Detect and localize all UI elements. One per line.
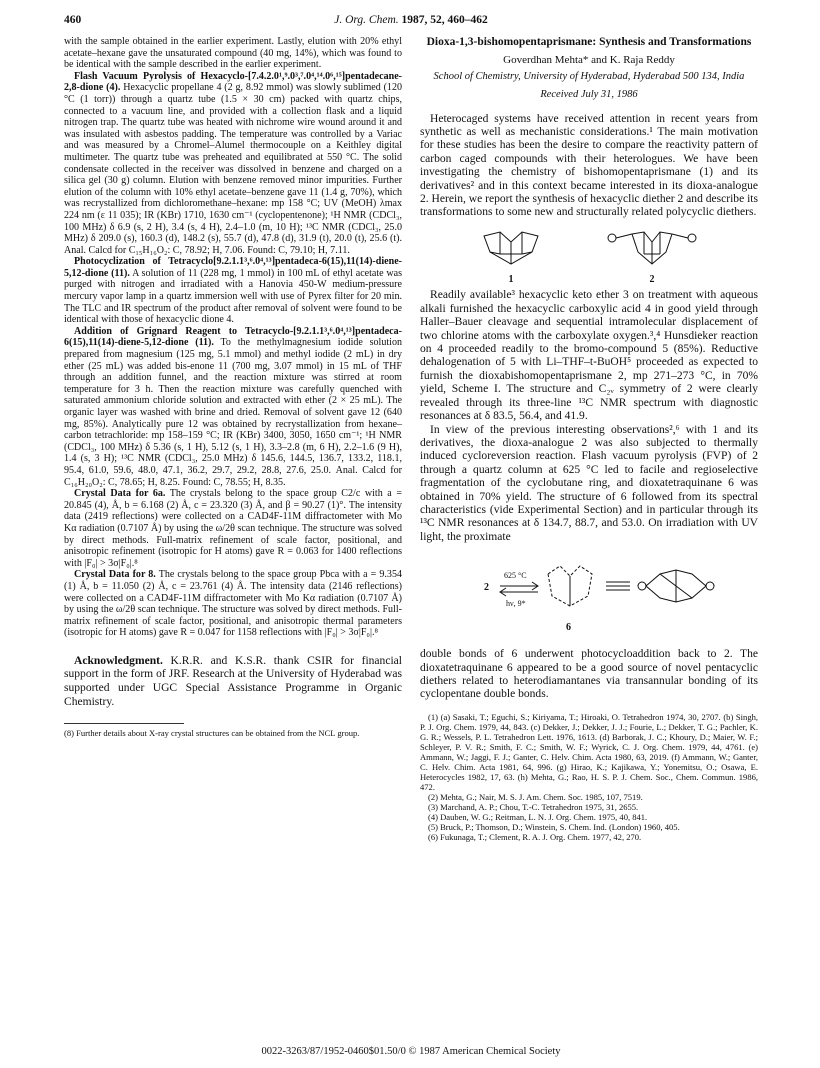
intro-paragraph: Heterocaged systems have received attention in recent years from synthetic as well as mechanistic considerations.¹ The main motivation for these studies has been the desire to compare the reactivity pattern of carbon caged compounds with their heterologues. We have been investigating the chemistry of bishomopentaprismane (1) and its derivatives² and in this context became interested in its dioxa-analogue 2. Herein, we report the synthesis of hexacyclic diether 2 and describe its transformations to some new and structurally related polycyclic diethers. [420,112,758,219]
acknowledgment-heading: Acknowledgment. [74,654,163,667]
photocyclization-paragraph [64,256,402,326]
right-column [420,36,758,842]
journal-citation [64,14,758,26]
photocycloaddition-paragraph: double bonds of 6 underwent photocycloaddition back to 2. The dioxatetraquinane 6 appeared to be a good source of novel pentacyclic diethers related to heterodiamantanes via transannular bonding of its cyclopentane double bonds. [420,648,758,701]
page-number: 460 [64,14,82,26]
affiliation: School of Chemistry, University of Hyderabad, Hyderabad 500 134, India [433,71,745,82]
section-heading: Flash Vacuum Pyrolysis of Hexacyclo-[7.4.2.0¹,⁹.0³,⁷.0⁴,¹⁴.0⁶,¹⁵]pentadecane-2,8-dione (4). [64,70,402,94]
reference-item: (2) Mehta, G.; Nair, M. S. J. Am. Chem. Soc. 1985, 107, 7519. [428,791,643,802]
journal-year-volume: 1987, 52, 460–462 [401,14,488,26]
structure-2 [604,228,700,286]
acknowledgment [64,655,402,709]
footnote: (8) Further details about X-ray crystal structures can be obtained from the NCL group. [64,728,360,739]
synthesis-paragraph: Readily available³ hexacyclic keto ether 3 on treatment with aqueous alkali furnished the hexacyclic carboxylic acid 4 in good yield through Haller–Bauer cleavage and sequential intramolecular displacement of two chlorine atoms with the carboxylate oxygen.³,⁴ Hunsdieker reaction on 4 proceeded readily to the bromo-compound 5 (85%). Reductive dehalogenation of 5 with Li–THF–t-BuOH⁵ proceeded as expected to furnish the dioxabishomopentaprismane 2, mp 271–273 °C, in 70% yield, Scheme I. The structure and C₂ᵥ symmetry of 2 were clearly revealed through its three-line ¹³C NMR spectrum with diagnostic resonances at δ 83.5, 56.4, and 41.9. [420,289,758,423]
scheme-drawing [420,552,758,642]
acknowledgment-body: K.R.R. and K.S.R. thank CSIR for financial support in the form of JRF. Research at the University of Hyderabad was supported under UGC Special Assistance Programme in Organic Chemistry. [64,654,402,708]
dioxa-cage-structure-drawing [604,228,700,274]
reference-item: (4) Dauben, W. G.; Reitman, L. N. J. Org. Chem. 1975, 40, 841. [428,811,648,822]
scheme-condition-bottom: hν, 9* [506,599,526,609]
reference-list [420,712,758,842]
page-footer: 0022-3263/87/1952-0460$01.50/0 © 1987 American Chemical Society [261,1046,561,1057]
grignard-paragraph [64,326,402,488]
article-authors: Goverdhan Mehta* and K. Raja Reddy [503,54,675,67]
section-heading: Photocyclization of Tetracyclo[9.2.1.1³,⁶.0⁴,¹³]pentadeca-6(15),11(14)-diene-5,12-dione (11). [64,256,402,279]
left-column [64,36,402,738]
reaction-scheme [420,552,758,642]
reference-item: (6) Fukunaga, T.; Clement, R. A. J. Org. Chem. 1977, 42, 270. [428,831,642,842]
structure-label: 2 [649,273,655,285]
section-heading: Crystal Data for 8. [74,569,156,581]
structures-1-2 [420,228,758,286]
reference-item: (5) Bruck, P.; Thomson, D.; Winstein, S. Chem. Ind. (London) 1960, 405. [428,821,680,832]
crystal-data-6a-paragraph [64,488,402,569]
structure-label: 1 [508,273,514,285]
structure-1 [478,228,544,286]
scheme-reactant-label: 2 [484,582,489,594]
section-body: The crystals belong to the space group C2/c with a = 20.845 (4), Å, b = 6.168 (2) Å, c = 23.320 (3) Å, and β = 90.27 (1)°. The intensity data (2419 reflections) were collected on a CAD4F-11M diffractometer with Mo Kα radiation (0.7107 Å) by using the ω/2θ scan technique. The structure was solved by direct methods. Full-matrix refinement of scale factor, positional, and anisotropic refinement (isotropic for H atoms) gave R = 0.063 for 1400 reflections with |F₀| > 3σ|F₀|.⁸ [64,488,402,569]
section-body: A solution of 11 (228 mg, 1 mmol) in 100 mL of ethyl acetate was purged with nitrogen and irradiated with a Hanovia 450-W medium-pressure mercury vapor lamp in a quartz immersion well with use of Pyrex filter for 20 min. The TLC and IR spectrum of the product after removal of solvent were found to be identical with those of hexacyclic dione 4. [64,267,403,326]
running-header [64,14,758,30]
reference-item: (1) (a) Sasaki, T.; Eguchi, S.; Kiriyama, T.; Hiroaki, O. Tetrahedron 1974, 30, 2707. (b) Singh, P. J. Org. Chem. 1979, 44, 843. (c) Dekker, J.; Dekker, J. J.; Fourie, L.; Dekker, T. G.; Pachler, K. G. R.; Wessels, P. L. Tetrahedron Lett. 1976, 1613. (d) Barborak, J. C.; Khoury, D.; Maier, W. F.; Schleyer, P. V. R.; Smith, F. C.; Smith, W. F.; Wyrick, C. J. Org. Chem. 1979, 44, 4761. (e) Ammann, W.; Jaggi, F. J.; Ganter, C. Helv. Chim. Acta 1980, 63, 2019. (f) Ammann, W.; Ganter, C. Helv. Chim. Acta 1981, 64, 996. (g) Hirao, K.; Kajikawa, Y.; Yonemitsu, O.; Osawa, E. Heterocycles 1982, 17, 63. (h) Mehta, G.; Rao, H. S. P. J. Chem. Soc., Chem. Commun. 1986, 472. [420,711,758,792]
fvp-discussion-paragraph: In view of the previous interesting observations²,⁶ with 1 and its derivatives, the dioxa-analogue 2 was also subjected to thermally induced cycloreversion reaction. Flash vacuum pyrolysis (FVP) of 2 through a quartz column at 625 °C led to facile and regioselective fragmentation of the cyclobutane ring, and dioxatetraquinane 6 was obtained in 70% yield. The structure of 6 followed from its spectral characteristics (vide Experimental Section) and in particular through its ¹³C NMR resonances at δ 134.7, 88.7, and 53.0. On irradiation with UV light, the proximate [420,423,758,543]
reference-item: (3) Marchand, A. P.; Chou, T.-C. Tetrahedron 1975, 31, 2655. [428,801,639,812]
section-body: To the methylmagnesium iodide solution prepared from magnesium (125 mg, 5.1 mmol) and methyl iodide (2 mL) in dry ether (25 mL) was added bis-enone 11 (700 mg, 3.07 mmol) in 15 mL of THF through an addition funnel, and the reaction mixture was stirred at room temperature for 3 h. Then the reaction mixture was carefully quenched with saturated ammonium chloride solution and extracted with ether (2 × 25 mL). The organic layer was washed with brine and dried. Removal of solvent gave 12 (640 mg, 85%). Analytically pure 12 was obtained by recrystallization from hexane–carbon tetrachloride: mp 158–159 °C; IR (KBr) 3400, 3050, 1650 cm⁻¹; ¹H NMR (CDCl₃, 100 MHz) δ 5.36 (s, 1 H), 5.12 (s, 1 H), 3.3–2.8 (m, 6 H), 2.2–1.6 (9 H), 1.4 (s, 3 H); ¹³C NMR (CDCl₃, 25.0 MHz) δ 145.6, 144.5, 136.7, 133.2, 118.1, 95.4, 61.0, 59.6, 48.0, 47.1, 36.2, 29.7, 29.2, 28.8, 27.6, 25.0. Anal. Calcd for C₁₆H₂₀O₂: C, 78.65; H, 8.25. Found: C, 78.55; H, 8.35. [64,337,402,488]
section-body: The crystals belong to the space group Pbca with a = 9.354 (1) Å, b = 11.050 (2) Å, c = 23.761 (4) Å. The intensity data (2146 reflections) were collected on a CAD4F-11M diffractometer with Mo Kα radiation (0.7107 Å) by using the ω/2θ scan technique. The structure was solved by direct methods. Full-matrix refinement of scale factor, positional, and anisotropic thermal parameters (isotropic for H atoms) gave R = 0.047 for 1158 reflections with |F₀| > 3σ|F₀|.⁸ [64,569,402,639]
footnote-divider [64,723,184,724]
scheme-product-label: 6 [566,622,571,634]
section-heading: Addition of Grignard Reagent to Tetracyclo-[9.2.1.1³,⁶.0⁴,¹³]pentadeca-6(15),11(14)-diene-5,12-dione (11). [64,325,402,349]
fvp-paragraph [64,71,402,257]
cage-structure-drawing [478,228,544,274]
section-heading: Crystal Data for 6a. [74,488,166,500]
crystal-data-8-paragraph [64,569,402,639]
section-body: Hexacyclic propellane 4 (2 g, 8.92 mmol) was slowly sublimed (120 °C (1 torr)) through a quartz tube (1.5 × 30 cm) packed with quartz chips, connected to a vacuum line, and provided with a collection flask and a liquid nitrogen trap. The quartz tube was heated with nichrome wire wound around it and was insulated with asbestos padding. The temperature was controlled by a Variac and was measured by a Chromel–Alumel thermocouple on a Keithley digital multimeter. The quartz tube was preheated and equilibrated at 550 °C. The solid condensate collected in the receiver was dissolved in benzene and charged on a silica gel (30 g) column. Elution with benzene removed minor impurities. Further elution of the column with 10% ethyl acetate–benzene gave 11 (1.4 g, 70%), which was recrystallized from dichloromethane–hexane: mp 158 °C; UV (MeOH) λmax 224 nm (ε 11 035); IR (KBr) 1710, 1630 cm⁻¹ (cyclopentenone); ¹H NMR (CDCl₃, 100 MHz) δ 6.9 (s, 2 H), 3.4 (s, 4 H), 2.4–1.0 (m, 10 H); ¹³C NMR (CDCl₃, 25.0 MHz) δ 209.0 (s), 160.3 (d), 148.2 (s), 55.7 (d), 47.8 (d), 31.9 (t), 20.0 (t), 25.6 (t). Anal. Calcd for C₁₅H₁₆O₂: C, 78.92; H, 7.06. Found: C, 79.10; H, 7.11. [64,82,402,256]
received-date: Received July 31, 1986 [540,89,638,100]
scheme-condition-top: 625 °C [504,571,527,581]
journal-name: J. Org. Chem. [334,14,399,26]
experimental-paragraph: with the sample obtained in the earlier experiment. Lastly, elution with 20% ethyl acetate–hexane gave the unsaturated compound (40 mg, 14%), which was found to be identical with the sample described in the earlier experiment. [64,36,402,71]
article-title: Dioxa-1,3-bishomopentaprismane: Synthesis and Transformations [426,36,752,48]
